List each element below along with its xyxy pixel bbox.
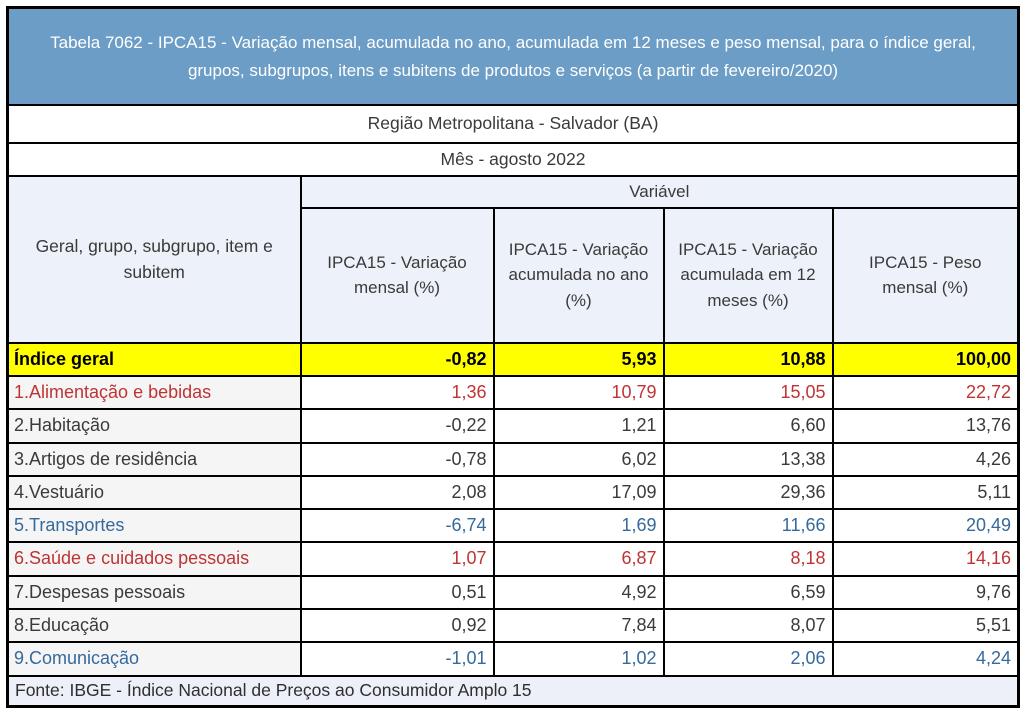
table-row xyxy=(8,376,1019,409)
row-value: 20,49 xyxy=(833,509,1019,542)
row-value: 1,07 xyxy=(301,542,494,575)
table-row xyxy=(8,476,1019,509)
column-header-peso-mensal: IPCA15 - Peso mensal (%) xyxy=(833,208,1019,343)
row-value: 1,69 xyxy=(494,509,664,542)
table-row xyxy=(8,409,1019,442)
row-label: 2.Habitação xyxy=(8,409,301,442)
row-value: 10,79 xyxy=(494,376,664,409)
row-label: 7.Despesas pessoais xyxy=(8,576,301,609)
row-value: -0,78 xyxy=(301,443,494,476)
row-value: 13,76 xyxy=(833,409,1019,442)
row-value: 11,66 xyxy=(664,509,833,542)
row-label: 3.Artigos de residência xyxy=(8,443,301,476)
row-value: 8,07 xyxy=(664,609,833,642)
row-value: 6,60 xyxy=(664,409,833,442)
row-value: 6,87 xyxy=(494,542,664,575)
column-header-acumulada-12-meses: IPCA15 - Variação acumulada em 12 meses (%) xyxy=(664,208,833,343)
table-row xyxy=(8,343,1019,376)
row-value: 5,93 xyxy=(494,343,664,376)
table-row xyxy=(8,609,1019,642)
row-value: 8,18 xyxy=(664,542,833,575)
row-value: 1,36 xyxy=(301,376,494,409)
row-value: 4,26 xyxy=(833,443,1019,476)
row-label: 5.Transportes xyxy=(8,509,301,542)
table-container xyxy=(6,6,1017,708)
row-value: 13,38 xyxy=(664,443,833,476)
row-value: -0,22 xyxy=(301,409,494,442)
row-value: 22,72 xyxy=(833,376,1019,409)
row-value: 5,11 xyxy=(833,476,1019,509)
row-label: 8.Educação xyxy=(8,609,301,642)
row-value: 2,06 xyxy=(664,642,833,675)
row-label: 6.Saúde e cuidados pessoais xyxy=(8,542,301,575)
row-value: 9,76 xyxy=(833,576,1019,609)
table-row xyxy=(8,542,1019,575)
row-value: 29,36 xyxy=(664,476,833,509)
row-value: -0,82 xyxy=(301,343,494,376)
row-value: 1,21 xyxy=(494,409,664,442)
row-value: 2,08 xyxy=(301,476,494,509)
row-value: -6,74 xyxy=(301,509,494,542)
ipca15-table xyxy=(6,6,1020,708)
row-value: 4,24 xyxy=(833,642,1019,675)
row-label: 4.Vestuário xyxy=(8,476,301,509)
row-label: Índice geral xyxy=(8,343,301,376)
row-value: 4,92 xyxy=(494,576,664,609)
table-row xyxy=(8,509,1019,542)
variable-header-row xyxy=(8,176,1019,208)
row-value: 17,09 xyxy=(494,476,664,509)
table-row xyxy=(8,443,1019,476)
page-title: Tabela 7062 - IPCA15 - Variação mensal, acumulada no ano, acumulada em 12 meses e peso mensal, para o índice geral, grupos, subgrupos, itens e subitens de produtos e serviços (a partir de fevereiro/2020) xyxy=(8,8,1019,106)
variable-header-cell: Variável xyxy=(301,176,1019,208)
column-header-variacao-mensal: IPCA15 - Variação mensal (%) xyxy=(301,208,494,343)
row-value: 100,00 xyxy=(833,343,1019,376)
stub-header-cell: Geral, grupo, subgrupo, item e subitem xyxy=(8,176,301,343)
region-subtitle: Região Metropolitana - Salvador (BA) xyxy=(8,105,1019,142)
row-value: 0,51 xyxy=(301,576,494,609)
row-label: 1.Alimentação e bebidas xyxy=(8,376,301,409)
table-row xyxy=(8,576,1019,609)
source-note: Fonte: IBGE - Índice Nacional de Preços ao Consumidor Amplo 15 xyxy=(8,676,1019,707)
month-subtitle: Mês - agosto 2022 xyxy=(8,143,1019,176)
row-value: 14,16 xyxy=(833,542,1019,575)
row-label: 9.Comunicação xyxy=(8,642,301,675)
month-row xyxy=(8,143,1019,176)
region-row xyxy=(8,105,1019,142)
row-value: 6,59 xyxy=(664,576,833,609)
column-header-acumulada-ano: IPCA15 - Variação acumulada no ano (%) xyxy=(494,208,664,343)
source-row xyxy=(8,676,1019,707)
row-value: 7,84 xyxy=(494,609,664,642)
row-value: 5,51 xyxy=(833,609,1019,642)
table-row xyxy=(8,642,1019,675)
row-value: 15,05 xyxy=(664,376,833,409)
row-value: 1,02 xyxy=(494,642,664,675)
row-value: 0,92 xyxy=(301,609,494,642)
row-value: 10,88 xyxy=(664,343,833,376)
row-value: -1,01 xyxy=(301,642,494,675)
title-row xyxy=(8,8,1019,106)
row-value: 6,02 xyxy=(494,443,664,476)
